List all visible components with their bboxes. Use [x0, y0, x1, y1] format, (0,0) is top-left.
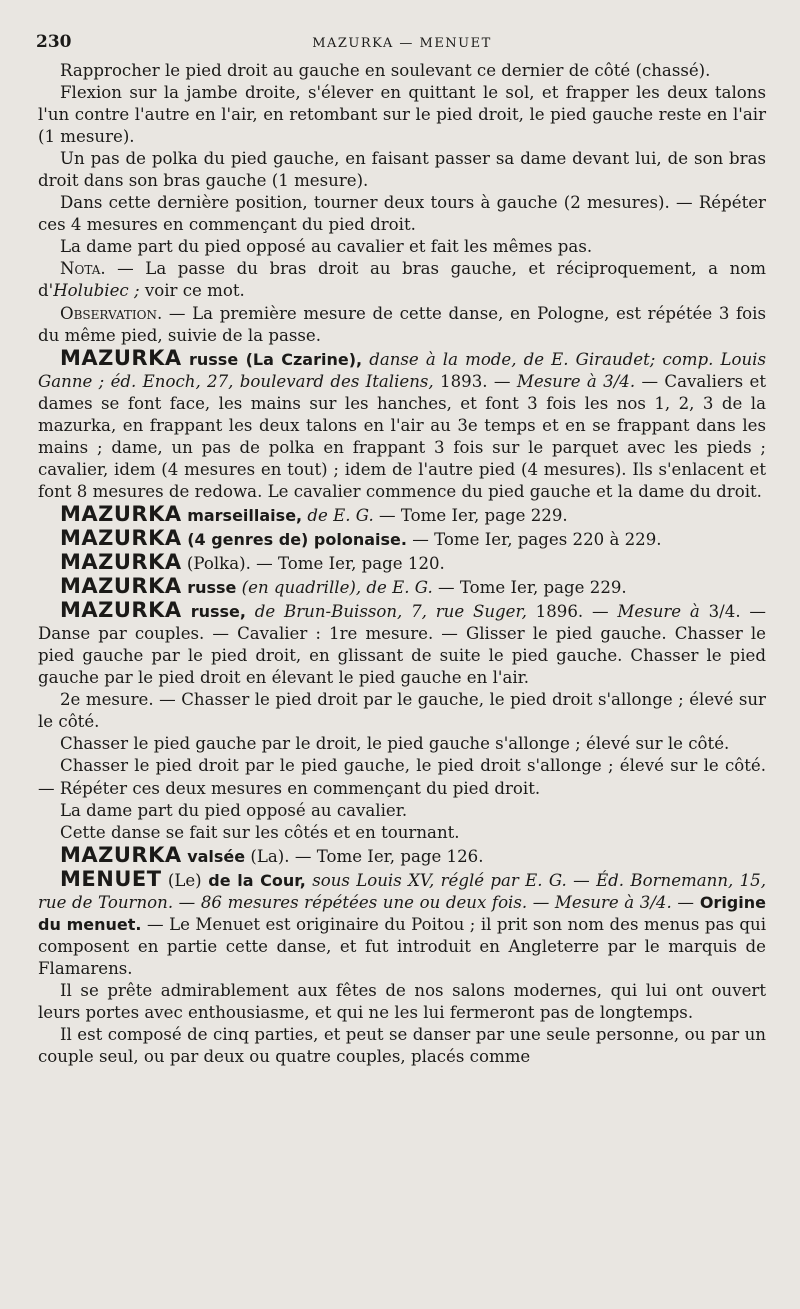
- entry-mazurka-russe-czarine: [38, 347, 766, 503]
- running-title: MAZURKA — MENUET: [312, 36, 492, 51]
- page-body: [38, 60, 766, 1068]
- entry-mazurka-russe-brun-buisson: [38, 599, 766, 689]
- paragraph: Rapprocher le pied droit au gauche en soulevant ce dernier de côté (chassé).: [60, 61, 711, 80]
- paragraph: Il est composé de cinq parties, et peut se danser par une seule personne, ou par un couple seul, ou par deux ou quatre couples, placés comme: [38, 1025, 766, 1067]
- entry-menuet-de-la-cour: [38, 868, 766, 980]
- entry-text: — Cavaliers et dames se font face, les mains sur les hanches, et font 3 fois les nos 1, 2, 3 de la mazurka, en frappant les deux talons en l'air au 3e temps et en se frappant dans les mains ; dame, un pas de polka en frappant 3 fois sur le parquet avec les pieds ; cavalier, idem (4 mesures en tout) ; idem de l'autre pied (4 mesures). Ils s'enlacent et font 8 mesures de redowa. Le cavalier commence du pied gauche et la dame du droit.: [38, 371, 766, 501]
- paragraph: Cette danse se fait sur les côtés et en tournant.: [60, 822, 460, 842]
- entry-subtitle: russe (La Czarine),: [181, 349, 363, 369]
- entry-subtitle: valsée: [181, 846, 246, 866]
- entry-text: — Tome Ier, pages 220 à 229.: [406, 529, 662, 549]
- entry-italic: Mesure à: [608, 602, 700, 622]
- paragraph: Chasser le pied droit par le pied gauche, le pied droit s'allonge ; élevé sur le côté. — Répéter ces deux mesures en commençant du pied droit.: [38, 756, 766, 798]
- entry-text: — Tome Ier, page 229.: [432, 578, 627, 598]
- entry-italic: (en quadrille), de E. G.: [236, 578, 433, 598]
- entry-subtitle: Origine du menuet.: [38, 892, 766, 934]
- entry-italic: danse à la mode, de E. Giraudet; comp. Louis Ganne ; éd. Enoch, 27, boulevard des Italiens,: [38, 349, 766, 391]
- entry-keyword: MAZURKA: [60, 501, 182, 526]
- observation-text: — La première mesure de cette danse, en Pologne, est répétée 3 fois du même pied, suivie de la passe.: [38, 303, 766, 345]
- paragraph: Flexion sur la jambe droite, s'élever en quittant le sol, et frapper les deux talons l'un contre l'autre en l'air, en retombant sur le pied droit, le pied gauche reste en l'air (1 mesure).: [38, 83, 766, 147]
- entry-keyword: MAZURKA: [60, 345, 182, 370]
- entry-mazurka-valsee: [38, 844, 766, 868]
- nota-paragraph: [38, 258, 766, 302]
- page-header: [38, 30, 766, 60]
- nota-label: Nota.: [60, 259, 106, 279]
- paragraph: La dame part du pied opposé au cavalier.: [60, 800, 408, 820]
- nota-italic: Holubiec ;: [53, 281, 140, 301]
- entry-keyword: MAZURKA: [60, 574, 182, 599]
- entry-keyword: MAZURKA: [60, 598, 182, 623]
- page-number: 230: [36, 32, 72, 52]
- paragraph: Dans cette dernière position, tourner deux tours à gauche (2 mesures). — Répéter ces 4 mesures en commençant du pied droit.: [38, 193, 766, 235]
- observation-label: Observation.: [60, 303, 163, 323]
- entry-keyword: MAZURKA: [60, 525, 182, 550]
- paragraph: Un pas de polka du pied gauche, en faisant passer sa dame devant lui, de son bras droit dans son bras gauche (1 mesure).: [38, 149, 766, 191]
- entry-text: (La). — Tome Ier, page 126.: [245, 846, 484, 866]
- entry-subtitle: (4 genres de) polonaise.: [181, 529, 407, 549]
- entry-keyword: MENUET: [60, 866, 162, 891]
- entry-text: — Le Menuet est originaire du Poitou ; il prit son nom des menus pas qui composent en partie cette danse, et fut introduit en Angleterre par le marquis de Flamarens.: [38, 914, 767, 978]
- entry-subtitle: marseillaise,: [181, 505, 303, 525]
- entry-mazurka-marseillaise: [38, 503, 766, 527]
- entry-text: (Polka).: [181, 554, 251, 574]
- entry-italic: sous Louis XV, réglé par E. G. — Éd. Bornemann, 15, rue de Tournon. — 86 mesures répétées une ou deux fois. — Mesure à 3/4.: [38, 870, 767, 912]
- entry-text: 1893. —: [433, 371, 511, 391]
- entry-text: 3/4. — Danse par couples. — Cavalier : 1re mesure. — Glisser le pied gauche. Chasser le pied gauche par le pied droit, en glissant de suite le pied gauche. Chasser le pied gauche par le pied droit en élevant le pied gauche en l'air.: [38, 602, 767, 688]
- nota-text: — La passe du bras droit au bras gauche, et réciproquement, a nom d': [38, 259, 766, 301]
- entry-text: 1896. —: [526, 602, 609, 622]
- entry-italic: de Brun-Buisson, 7, rue Suger,: [245, 602, 527, 622]
- entry-text: — Tome Ier, page 229.: [373, 505, 568, 525]
- observation-paragraph: [38, 303, 766, 347]
- entry-mazurka-polonaise: [38, 527, 766, 551]
- entry-italic: Mesure à 3/4.: [510, 371, 636, 391]
- paragraph: La dame part du pied opposé au cavalier et fait les mêmes pas.: [60, 237, 593, 257]
- entry-mazurka-russe-quadrille: [38, 575, 766, 599]
- entry-mazurka-polka: [38, 551, 766, 575]
- entry-text: — Tome Ier, page 120.: [250, 554, 445, 574]
- entry-italic: de E. G.: [302, 505, 374, 525]
- entry-text: (Le): [161, 870, 202, 890]
- paragraph: Il se prête admirablement aux fêtes de nos salons modernes, qui lui ont ouvert leurs portes avec enthousiasme, et qui ne les lui fermeront pas de longtemps.: [38, 980, 766, 1022]
- entry-text: —: [671, 892, 694, 912]
- entry-subtitle: russe: [181, 578, 237, 598]
- nota-text-end: voir ce mot.: [139, 281, 245, 301]
- entry-keyword: MAZURKA: [60, 842, 182, 867]
- entry-keyword: MAZURKA: [60, 550, 182, 575]
- entry-subtitle: de la Cour,: [201, 870, 306, 890]
- paragraph: 2e mesure. — Chasser le pied droit par le gauche, le pied droit s'allonge ; élevé sur le côté.: [38, 690, 766, 732]
- entry-subtitle: russe,: [181, 602, 246, 622]
- paragraph: Chasser le pied gauche par le droit, le pied gauche s'allonge ; élevé sur le côté.: [60, 734, 730, 754]
